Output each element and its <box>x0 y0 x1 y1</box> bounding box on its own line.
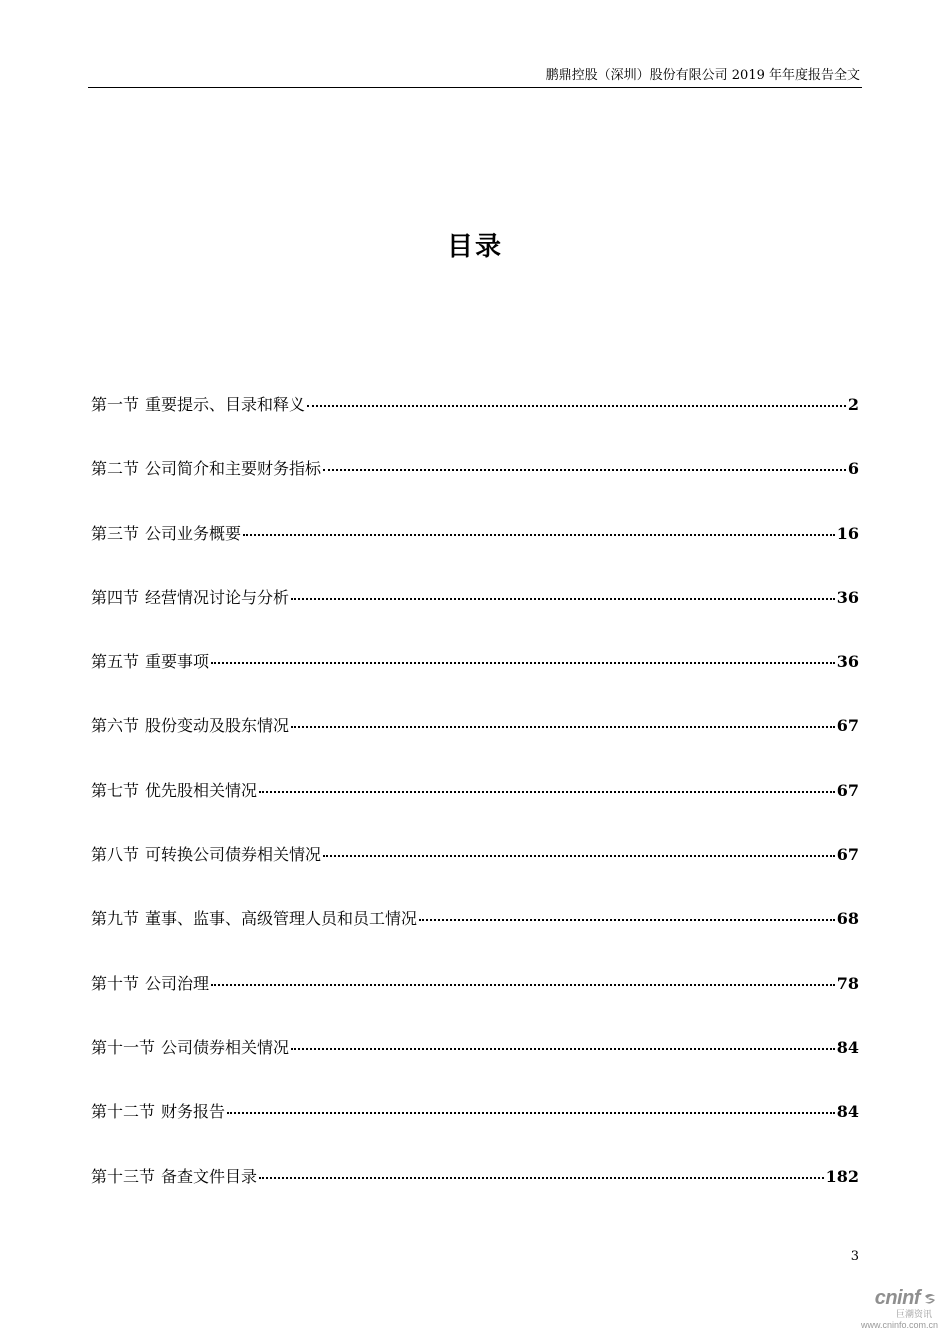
toc-page-number: 2 <box>847 395 859 414</box>
toc-section-name: 备查文件目录 <box>161 1166 258 1186</box>
cninfo-logo-cn: 巨潮资讯 <box>895 1310 932 1320</box>
toc-leader-dots <box>211 662 835 664</box>
toc-section-name: 重要提示、目录和释义 <box>145 395 306 414</box>
toc-section-name: 重要事项 <box>145 652 210 672</box>
toc-section-number: 第八节 <box>91 845 140 865</box>
toc-entry[interactable] <box>91 778 859 842</box>
toc-page-number: 36 <box>836 587 859 607</box>
page-number: 3 <box>850 1249 859 1264</box>
toc-entry[interactable] <box>91 521 859 585</box>
toc-section-number: 第十二节 <box>91 1102 156 1122</box>
toc-entry[interactable] <box>91 1164 859 1228</box>
toc-entry[interactable] <box>91 649 859 713</box>
toc-entry[interactable] <box>91 456 859 520</box>
toc-entry[interactable] <box>91 392 859 456</box>
toc-section-number: 第六节 <box>91 716 140 736</box>
toc-entry[interactable] <box>91 585 859 649</box>
toc-leader-dots <box>243 534 835 536</box>
toc-section-name: 公司治理 <box>145 973 210 993</box>
toc-page-number: 67 <box>836 845 859 865</box>
toc-entry[interactable] <box>91 906 859 970</box>
toc-page-number: 67 <box>836 780 859 800</box>
toc-page-number: 78 <box>836 973 859 993</box>
toc-leader-dots <box>291 1048 835 1050</box>
toc-page-number: 67 <box>836 716 859 736</box>
toc-page-number: 68 <box>836 909 859 929</box>
toc-leader-dots <box>259 791 835 793</box>
toc-section-name: 公司简介和主要财务指标 <box>145 459 322 479</box>
cninfo-watermark <box>838 1287 938 1330</box>
toc-list <box>91 392 859 1228</box>
toc-section-number: 第十三节 <box>91 1166 156 1186</box>
toc-entry[interactable] <box>91 713 859 777</box>
toc-page-number: 84 <box>836 1102 859 1122</box>
toc-leader-dots <box>323 855 835 857</box>
toc-entry[interactable] <box>91 1035 859 1099</box>
toc-entry[interactable] <box>91 842 859 906</box>
toc-section-number: 第二节 <box>91 459 140 479</box>
cninfo-logo-text: cninf <box>874 1287 920 1309</box>
toc-section-number: 第十一节 <box>91 1037 156 1057</box>
toc-leader-dots <box>291 598 835 600</box>
toc-page-number: 182 <box>825 1166 859 1186</box>
toc-section-name: 公司债券相关情况 <box>161 1037 290 1057</box>
cninfo-swirl-icon <box>922 1291 938 1307</box>
toc-section-number: 第十节 <box>91 973 140 993</box>
cninfo-url: www.cninfo.com.cn <box>860 1320 938 1330</box>
toc-leader-dots <box>227 1112 835 1114</box>
document-header-title: 鹏鼎控股（深圳）股份有限公司 2019 年年度报告全文 <box>545 68 860 83</box>
toc-entry[interactable] <box>91 1099 859 1163</box>
toc-leader-dots <box>291 726 835 728</box>
toc-leader-dots <box>307 405 846 407</box>
toc-leader-dots <box>419 919 835 921</box>
toc-leader-dots <box>323 469 846 471</box>
toc-section-name: 公司业务概要 <box>145 523 242 543</box>
toc-title: 目录 <box>446 232 503 262</box>
toc-leader-dots <box>259 1177 824 1179</box>
toc-section-number: 第九节 <box>91 909 140 929</box>
toc-section-name: 优先股相关情况 <box>145 780 258 800</box>
toc-section-number: 第四节 <box>91 587 140 607</box>
toc-page-number: 84 <box>836 1037 859 1057</box>
toc-section-number: 第一节 <box>91 395 140 414</box>
toc-entry[interactable] <box>91 971 859 1035</box>
toc-leader-dots <box>211 984 835 986</box>
toc-page-number: 6 <box>847 459 859 479</box>
toc-section-number: 第三节 <box>91 523 140 543</box>
toc-section-number: 第七节 <box>91 780 140 800</box>
toc-section-name: 股份变动及股东情况 <box>145 716 290 736</box>
toc-section-name: 财务报告 <box>161 1102 226 1122</box>
header-divider <box>88 87 862 88</box>
toc-section-number: 第五节 <box>91 652 140 672</box>
toc-page-number: 16 <box>836 523 859 543</box>
toc-section-name: 可转换公司债券相关情况 <box>145 845 322 865</box>
toc-section-name: 经营情况讨论与分析 <box>145 587 290 607</box>
toc-page-number: 36 <box>836 652 859 672</box>
toc-section-name: 董事、监事、高级管理人员和员工情况 <box>145 909 418 929</box>
